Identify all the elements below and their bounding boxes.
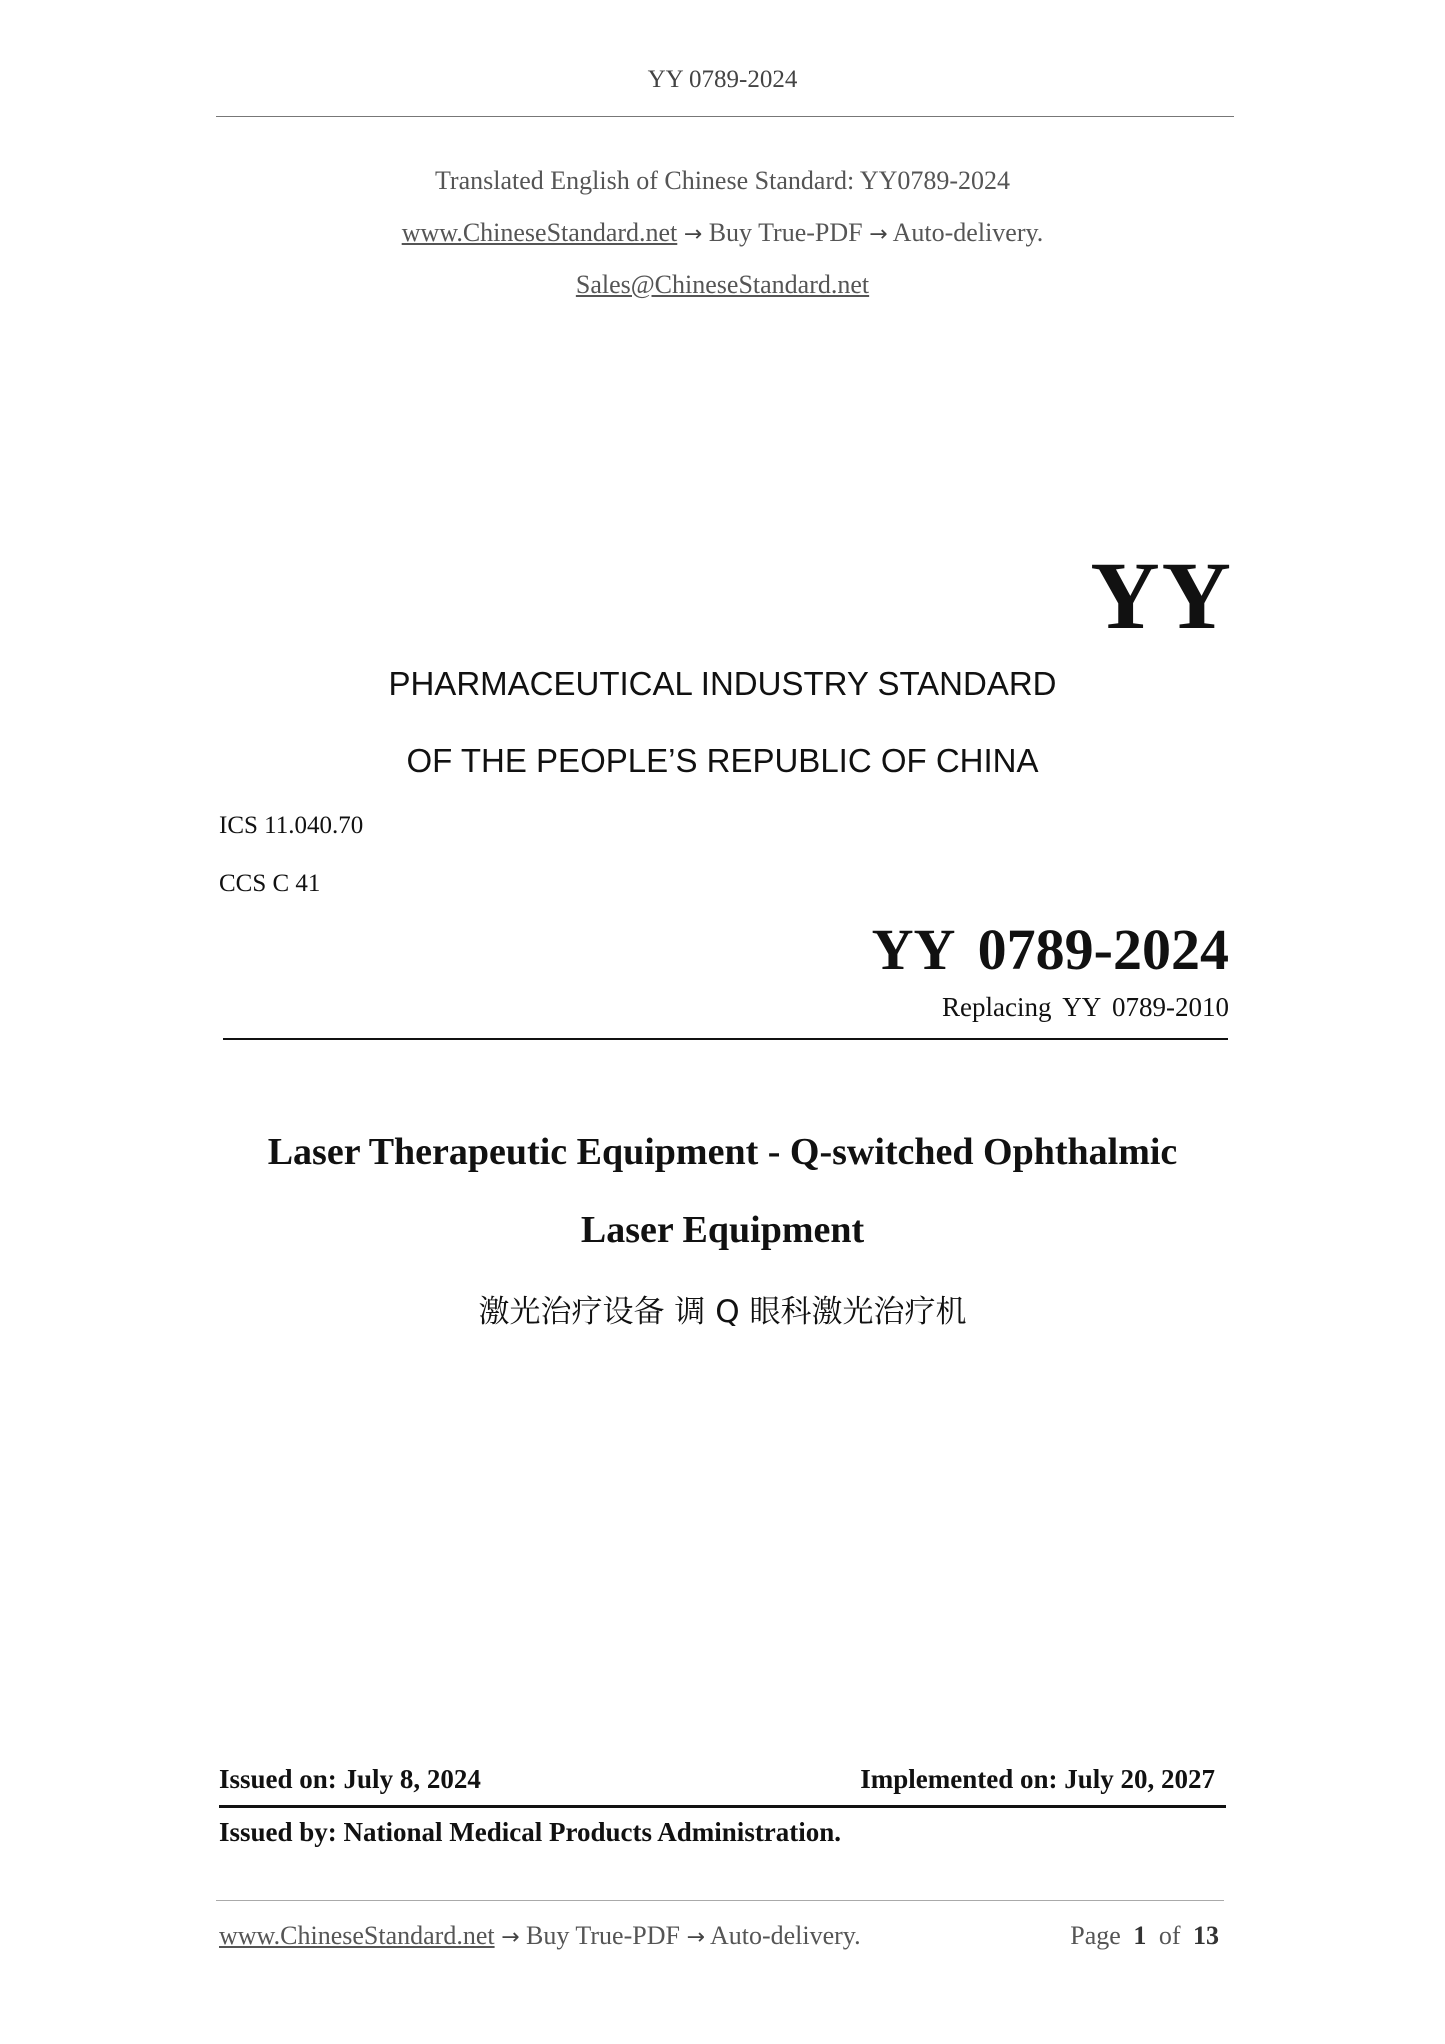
issued-on-date: Issued on: July 8, 2024: [219, 1764, 481, 1794]
buy-true-pdf-text: Buy True-PDF: [708, 218, 863, 247]
replacing-note: Replacing YY 0789-2010: [942, 992, 1229, 1022]
arrow-right-icon: →: [869, 222, 888, 247]
site-link[interactable]: www.ChineseStandard.net: [401, 218, 678, 247]
ccs-code: CCS C 41: [219, 870, 321, 897]
arrow-right-icon: →: [686, 1925, 705, 1950]
page-total: 13: [1193, 1921, 1219, 1950]
english-title-line2: Laser Equipment: [580, 1209, 865, 1251]
page-label: Page: [1070, 1921, 1121, 1950]
issue-divider: [219, 1805, 1226, 1808]
standard-number: YY 0789-2024: [871, 917, 1229, 982]
implemented-on-date: Implemented on: July 20, 2027: [860, 1764, 1215, 1794]
translation-notice: Translated English of Chinese Standard: YY0789-2024: [434, 166, 1011, 195]
footer-buy-text: Buy True-PDF: [526, 1921, 680, 1950]
standard-category-mark: YY: [1090, 542, 1233, 649]
auto-delivery-text: Auto-delivery.: [892, 218, 1044, 247]
running-header-title: YY 0789-2024: [647, 66, 798, 93]
standard-type-line2: OF THE PEOPLE’S REPUBLIC OF CHINA: [406, 742, 1039, 779]
sales-email-link[interactable]: Sales@ChineseStandard.net: [575, 270, 870, 299]
standard-type-line1: PHARMACEUTICAL INDUSTRY STANDARD: [388, 665, 1057, 702]
english-title-line1: Laser Therapeutic Equipment - Q-switched Ophthalmic: [267, 1131, 1178, 1173]
ics-code: ICS 11.040.70: [219, 812, 364, 839]
arrow-right-icon: →: [683, 222, 703, 247]
page-counter: [1070, 1921, 1219, 1951]
issuing-authority: Issued by: National Medical Products Administration.: [219, 1817, 842, 1847]
page-of: of: [1158, 1921, 1181, 1950]
email-line: [0, 270, 1445, 300]
number-divider: [223, 1038, 1228, 1040]
arrow-right-icon: →: [501, 1925, 520, 1950]
footer-purchase-links: [219, 1921, 861, 1951]
purchase-links-line: [0, 218, 1445, 248]
footer-divider: [216, 1900, 1224, 1901]
page-current: 1: [1133, 1921, 1147, 1950]
chinese-title: 激光治疗设备 调 Q 眼科激光治疗机: [478, 1294, 967, 1330]
footer-site-link[interactable]: www.ChineseStandard.net: [219, 1921, 495, 1950]
header-divider: [216, 116, 1234, 117]
footer-delivery-text: Auto-delivery.: [709, 1921, 861, 1950]
